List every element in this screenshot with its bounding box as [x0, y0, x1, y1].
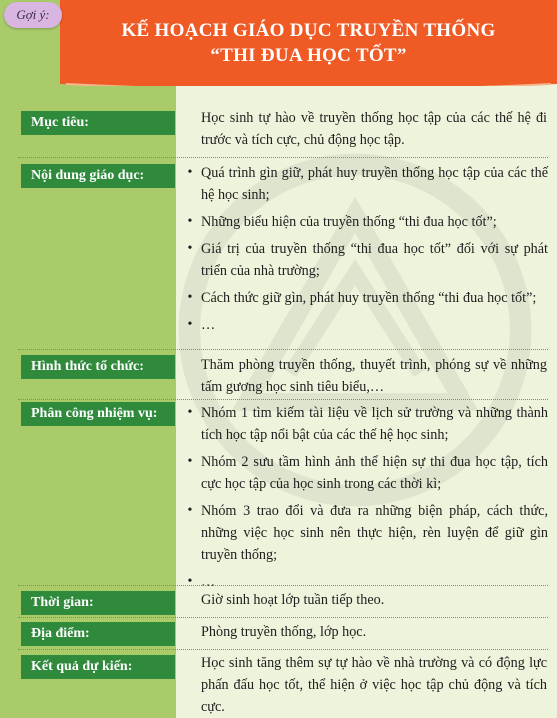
bullet-icon: •	[187, 405, 193, 420]
row-divider	[18, 349, 548, 350]
row-divider	[18, 399, 548, 400]
row-label-time: Thời gian:	[21, 591, 175, 615]
list-item: • …	[184, 571, 548, 593]
bullet-icon: •	[187, 454, 193, 469]
row-text-expected-result: Học sinh tăng thêm sự tự hào về nhà trường và có động lực phấn đấu học tốt, thể hiện ở việc học tập chủ động và tích cực.	[201, 655, 547, 715]
row-divider	[18, 157, 548, 158]
bullet-icon: •	[187, 290, 193, 305]
list-item: • …	[184, 314, 548, 336]
row-text-time: Giờ sinh hoạt lớp tuần tiếp theo.	[201, 592, 385, 608]
row-divider	[18, 617, 548, 618]
row-label-assignment: Phân công nhiệm vụ:	[21, 402, 175, 426]
row-divider	[18, 585, 548, 586]
row-label-objective: Mục tiêu:	[21, 111, 175, 135]
row-text-location: Phòng truyền thống, lớp học.	[201, 624, 367, 640]
row-text-format: Thăm phòng truyền thống, thuyết trình, phóng sự về những tấm gương học sinh tiêu biểu,…	[201, 357, 547, 395]
list-item: • Những biểu hiện của truyền thống “thi đua học tốt”;	[184, 211, 548, 233]
list-item: • Nhóm 2 sưu tầm hình ảnh thể hiện sự thi đua học tập, tích cực học tập của học sinh trong các thời kì;	[184, 451, 548, 495]
list-item: • Nhóm 1 tìm kiếm tài liệu về lịch sử trường và những thành tích học tập nổi bật của các thế hệ học sinh;	[184, 402, 548, 446]
bullet-icon: •	[187, 165, 193, 180]
title-banner	[60, 0, 557, 86]
row-divider	[18, 649, 548, 650]
list-item: • Nhóm 3 trao đổi và đưa ra những biện pháp, cách thức, những việc học sinh nên thực hiện, rèn luyện để giữ gìn truyền thống;	[184, 500, 548, 566]
bullet-icon: •	[187, 317, 193, 332]
assignment-bullet-list	[184, 402, 548, 598]
row-label-location: Địa điểm:	[21, 622, 175, 646]
list-item: • Giá trị của truyền thống “thi đua học tốt” đối với sự phát triển của nhà trường;	[184, 238, 548, 282]
bullet-icon: •	[187, 574, 193, 589]
list-item: • Quá trình gìn giữ, phát huy truyền thống học tập của các thế hệ học sinh;	[184, 162, 548, 206]
page-title	[60, 18, 557, 68]
content-bullet-list	[184, 162, 548, 341]
title-line-2: “THI ĐUA HỌC TỐT”	[210, 45, 407, 66]
bullet-icon: •	[187, 214, 193, 229]
bullet-icon: •	[187, 503, 193, 518]
row-text-objective: Học sinh tự hào về truyền thống học tập của các thế hệ đi trước và tích cực, chủ động học tập.	[201, 110, 547, 148]
list-item: • Cách thức giữ gìn, phát huy truyền thống “thi đua học tốt”;	[184, 287, 548, 309]
bullet-icon: •	[187, 241, 193, 256]
hint-badge: Gợi ý:	[4, 2, 62, 28]
row-label-content: Nội dung giáo dục:	[21, 164, 175, 188]
title-line-1: KẾ HOẠCH GIÁO DỤC TRUYỀN THỐNG	[121, 20, 496, 41]
row-label-format: Hình thức tổ chức:	[21, 355, 175, 379]
row-label-expected-result: Kết quả dự kiến:	[21, 655, 175, 679]
